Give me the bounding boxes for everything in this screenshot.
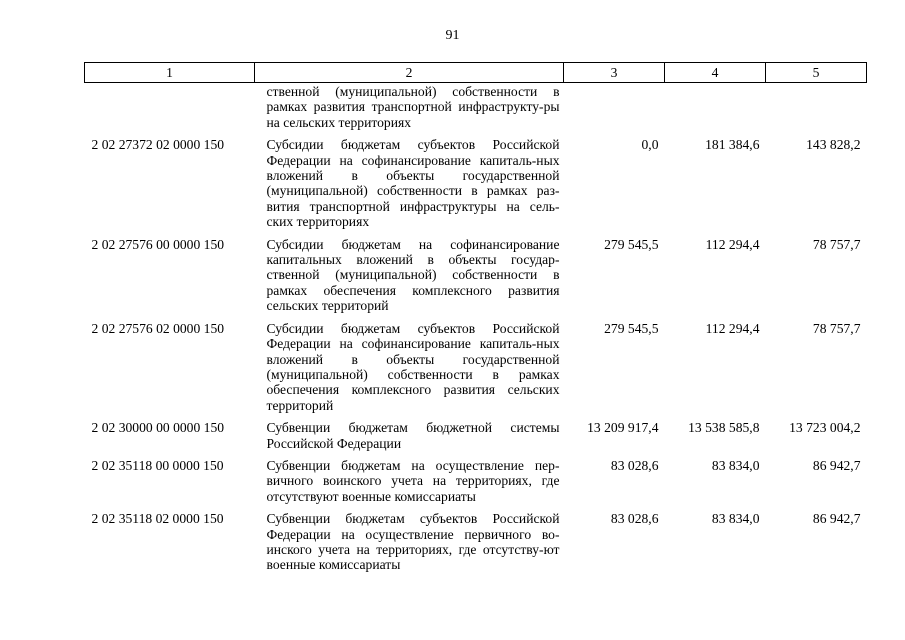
budget-table: [84, 62, 867, 573]
table-row: [85, 83, 867, 131]
row-value-col4: 181 384,6: [705, 137, 760, 153]
row-value-col5: 78 757,7: [812, 236, 861, 252]
row-name: Субсидии бюджетам субъектов Российской Федерации на софинансирование капиталь-ных вложений в объекты государственной (муниципальной) собственности в рамках обеспечения комплексного развития сельских территорий: [266, 320, 560, 413]
row-value-col3: 83 028,6: [610, 511, 659, 527]
table-row: [85, 230, 867, 314]
column-header-2: 2: [255, 63, 564, 83]
row-code: 2 02 35118 00 0000 150: [91, 457, 224, 473]
row-name: Субсидии бюджетам на софинансирование капитальных вложений в объекты государ-ственной (муниципальной) собственности в рамках обеспечения комплексного развития сельских территорий: [266, 236, 560, 314]
row-value-col5: 86 942,7: [812, 511, 861, 527]
row-value-col4: 13 538 585,8: [688, 420, 760, 436]
header-row: [85, 63, 867, 83]
row-value-col5: 86 942,7: [812, 457, 861, 473]
table-row: [85, 130, 867, 229]
row-code: 2 02 27576 02 0000 150: [91, 320, 225, 336]
row-name: Субвенции бюджетам на осуществление пер-вичного воинского учета на территориях, где отсутствуют военные комиссариаты: [266, 457, 560, 504]
row-code: 2 02 35118 02 0000 150: [91, 511, 224, 527]
row-value-col4: [665, 83, 766, 131]
row-value-col5: 143 828,2: [806, 137, 861, 153]
row-name: Субвенции бюджетам субъектов Российской Федерации на осуществление первичного во-инского учета на территориях, где отсутству-ют военные комиссариаты: [266, 511, 560, 573]
table-row: [85, 504, 867, 573]
row-value-col4: 112 294,4: [705, 236, 760, 252]
row-code: [85, 83, 255, 131]
row-code: 2 02 30000 00 0000 150: [91, 420, 225, 436]
row-value-col3: 279 545,5: [604, 320, 659, 336]
table-row: [85, 314, 867, 413]
row-value-col5: 78 757,7: [812, 320, 861, 336]
column-header-3: 3: [564, 63, 665, 83]
row-name: Субвенции бюджетам бюджетной системы Российской Федерации: [266, 420, 560, 451]
row-value-col5: [766, 83, 867, 131]
row-value-col4: 83 834,0: [711, 511, 760, 527]
row-value-col4: 112 294,4: [705, 320, 760, 336]
page-number: 91: [445, 28, 460, 43]
column-header-5: 5: [766, 63, 867, 83]
row-name: ственной (муниципальной) собственности в рамках развития транспортной инфраструкту-ры на сельских территориях: [266, 84, 560, 130]
column-header-4: 4: [665, 63, 766, 83]
row-code: 2 02 27372 02 0000 150: [91, 137, 225, 153]
column-header-1: 1: [85, 63, 255, 83]
row-value-col3: 13 209 917,4: [587, 420, 659, 436]
row-value-col3: 83 028,6: [610, 457, 659, 473]
table-row: [85, 451, 867, 504]
row-value-col5: 13 723 004,2: [789, 420, 861, 436]
row-value-col4: 83 834,0: [711, 457, 760, 473]
row-value-col3: 0,0: [641, 137, 659, 153]
row-value-col3: [564, 83, 665, 131]
table-row: [85, 413, 867, 451]
row-value-col3: 279 545,5: [604, 236, 659, 252]
row-name: Субсидии бюджетам субъектов Российской Федерации на софинансирование капиталь-ных вложений в объекты государственной (муниципальной) собственности в рамках раз-вития транспортной инфраструктуры на сель-ских территориях: [266, 137, 560, 230]
row-code: 2 02 27576 00 0000 150: [91, 236, 225, 252]
